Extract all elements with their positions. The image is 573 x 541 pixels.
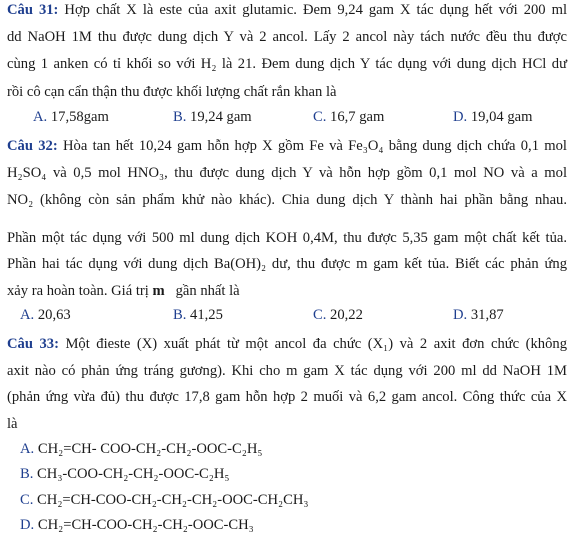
q31-option-a[interactable]: A. 17,58gam bbox=[33, 109, 109, 125]
q32-line3: NO₂ (không còn sản phẩm khử nào khác). Chia dung dịch Y thành hai phần bằng nhau. bbox=[7, 192, 567, 208]
q32-label: Câu 32: bbox=[7, 138, 58, 154]
q32-var-m: m bbox=[152, 283, 165, 299]
q32-line1 bbox=[7, 136, 567, 156]
q32-line5: Phần hai tác dụng với dung dịch Ba(OH)₂ dư, thu được m gam kết tủa. Biết các phản ứng bbox=[7, 256, 567, 272]
q33-option-d[interactable]: D. CH₂=CH-COO-CH₂-CH₂-OOC-CH₃ bbox=[20, 517, 254, 533]
q32-option-a[interactable]: A. 20,63 bbox=[20, 307, 71, 323]
q33-option-c[interactable]: C. CH₂=CH-COO-CH₂-CH₂-CH₂-OOC-CH₂CH₃ bbox=[20, 492, 309, 508]
q33-label: Câu 33: bbox=[7, 336, 59, 352]
q33-option-a[interactable]: A. CH₂=CH- COO-CH₂-CH₂-OOC-C₂H₅ bbox=[20, 441, 263, 457]
q32-text-1: Hòa tan hết 10,24 gam hỗn hợp X gồm Fe và Fe₃O₄ bằng dung dịch chứa 0,1 mol bbox=[57, 138, 567, 154]
q32-option-c[interactable]: C. 20,22 bbox=[313, 307, 363, 323]
q31-line4: rồi cô cạn cẩn thận thu được khối lượng chất rắn khan là bbox=[7, 84, 337, 100]
q33-line4: là bbox=[7, 416, 18, 432]
q33-option-b[interactable]: B. CH₃-COO-CH₂-CH₂-OOC-C₂H₅ bbox=[20, 466, 230, 482]
q32-line4: Phần một tác dụng với 500 ml dung dịch KOH 0,4M, thu được 5,35 gam một chất kết tủa. bbox=[7, 230, 567, 246]
q31-line3: cùng 1 anken có tỉ khối so với H₂ là 21. Đem dung dịch Y tác dụng với dung dịch HCl dư bbox=[7, 56, 567, 72]
q31-text-1: Hợp chất X là este của axit glutamic. Đem 9,24 gam X tác dụng hết với 200 ml bbox=[58, 2, 567, 18]
q32-line2: H₂SO₄ và 0,5 mol HNO₃, thu được dung dịch Y và hỗn hợp gồm 0,1 mol NO và a mol bbox=[7, 165, 567, 181]
q32-option-d[interactable]: D. 31,87 bbox=[453, 307, 504, 323]
q31-option-d[interactable]: D. 19,04 gam bbox=[453, 109, 533, 125]
q32-line6: xảy ra hoàn toàn. Giá trị m gần nhất là bbox=[7, 283, 240, 299]
q33-line1 bbox=[7, 334, 567, 354]
q31-line1 bbox=[7, 0, 567, 20]
q31-option-c[interactable]: C. 16,7 gam bbox=[313, 109, 385, 125]
q32-option-b[interactable]: B. 41,25 bbox=[173, 307, 223, 323]
q31-option-b[interactable]: B. 19,24 gam bbox=[173, 109, 252, 125]
q31-label: Câu 31: bbox=[7, 2, 59, 18]
q33-line3: (phản ứng vừa đủ) thu được 17,8 gam hỗn hợp 2 muối và 6,2 gam ancol. Công thức của X bbox=[7, 389, 567, 405]
q33-text-1: Một đieste (X) xuất phát từ một ancol đa chức (X₁) và 2 axit đơn chức (không bbox=[58, 336, 567, 352]
q33-line2: axit nào có phản ứng tráng gương). Khi cho m gam X tác dụng với 200 ml dd NaOH 1M bbox=[7, 363, 567, 379]
q31-line2: dd NaOH 1M thu được dung dịch Y và 2 ancol. Lấy 2 ancol này tách nước đều thu được bbox=[7, 29, 567, 45]
